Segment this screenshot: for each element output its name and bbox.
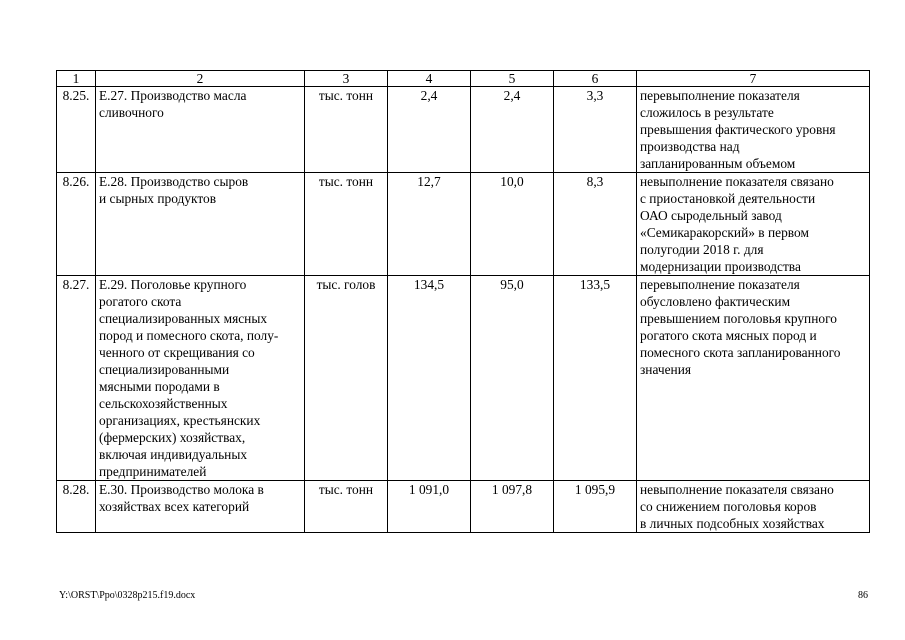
indicator-line: рогатого скота: [99, 294, 182, 309]
note-line: «Семикаракорский» в первом: [640, 225, 809, 240]
header-cell-7: 7: [637, 71, 870, 87]
indicator-line: ченного от скрещивания со: [99, 345, 255, 360]
note-line: превышением поголовья крупного: [640, 311, 837, 326]
unit-cell: тыс. тонн: [305, 173, 388, 276]
header-cell-4: 4: [388, 71, 471, 87]
note-line: модернизации производства: [640, 259, 801, 274]
note-cell: [637, 276, 870, 481]
indicator-cell: [96, 87, 305, 173]
header-cell-3: 3: [305, 71, 388, 87]
row-number: 8.26.: [57, 173, 96, 276]
note-line: значения: [640, 362, 692, 377]
indicator-line: сельскохозяйственных: [99, 396, 228, 411]
note-line: сложилось в результате: [640, 105, 774, 120]
indicator-line: Е.28. Производство сыров: [99, 174, 249, 189]
unit-cell: тыс. голов: [305, 276, 388, 481]
value-col5: 10,0: [471, 173, 554, 276]
note-line: превышения фактического уровня: [640, 122, 836, 137]
indicator-line: и сырных продуктов: [99, 191, 217, 206]
indicators-table: [56, 70, 870, 533]
indicator-cell: [96, 481, 305, 533]
indicator-line: предпринимателей: [99, 464, 207, 479]
indicator-line: организациях, крестьянских: [99, 413, 261, 428]
note-line: производства над: [640, 139, 740, 154]
indicator-line: хозяйствах всех категорий: [99, 499, 250, 514]
value-col6: 8,3: [554, 173, 637, 276]
table-row: [57, 276, 870, 481]
note-line: перевыполнение показателя: [640, 277, 800, 292]
note-line: обусловлено фактическим: [640, 294, 791, 309]
value-col4: 1 091,0: [388, 481, 471, 533]
table-row: [57, 173, 870, 276]
value-col4: 134,5: [388, 276, 471, 481]
header-cell-1: 1: [57, 71, 96, 87]
value-col6: 3,3: [554, 87, 637, 173]
note-line: со снижением поголовья коров: [640, 499, 817, 514]
header-cell-5: 5: [471, 71, 554, 87]
header-cell-2: 2: [96, 71, 305, 87]
row-number: 8.28.: [57, 481, 96, 533]
value-col4: 2,4: [388, 87, 471, 173]
note-cell: [637, 481, 870, 533]
value-col6: 1 095,9: [554, 481, 637, 533]
row-number: 8.27.: [57, 276, 96, 481]
indicator-line: специализированными: [99, 362, 230, 377]
header-row: [57, 71, 870, 87]
value-col5: 2,4: [471, 87, 554, 173]
table-row: [57, 87, 870, 173]
note-line: ОАО сыродельный завод: [640, 208, 782, 223]
note-line: полугодии 2018 г. для: [640, 242, 764, 257]
indicator-line: Е.29. Поголовье крупного: [99, 277, 247, 292]
table-row: [57, 481, 870, 533]
value-col5: 95,0: [471, 276, 554, 481]
note-cell: [637, 173, 870, 276]
indicator-line: Е.30. Производство молока в: [99, 482, 264, 497]
note-line: невыполнение показателя связано: [640, 174, 834, 189]
indicator-line: мясными породами в: [99, 379, 220, 394]
header-cell-6: 6: [554, 71, 637, 87]
page-number: 86: [858, 590, 868, 601]
footer-file-path: Y:\ORST\Ppo\0328p215.f19.docx: [59, 590, 196, 601]
indicator-line: сливочного: [99, 105, 164, 120]
value-col6: 133,5: [554, 276, 637, 481]
note-line: рогатого скота мясных пород и: [640, 328, 817, 343]
note-line: помесного скота запланированного: [640, 345, 841, 360]
note-line: перевыполнение показателя: [640, 88, 800, 103]
note-line: в личных подсобных хозяйствах: [640, 516, 825, 531]
value-col4: 12,7: [388, 173, 471, 276]
indicator-line: Е.27. Производство масла: [99, 88, 247, 103]
unit-cell: тыс. тонн: [305, 481, 388, 533]
row-number: 8.25.: [57, 87, 96, 173]
note-cell: [637, 87, 870, 173]
note-line: запланированным объемом: [640, 156, 796, 171]
note-line: невыполнение показателя связано: [640, 482, 834, 497]
indicator-cell: [96, 173, 305, 276]
indicator-line: (фермерских) хозяйствах,: [99, 430, 246, 445]
value-col5: 1 097,8: [471, 481, 554, 533]
indicator-line: специализированных мясных: [99, 311, 268, 326]
indicator-cell: [96, 276, 305, 481]
indicator-line: включая индивидуальных: [99, 447, 248, 462]
indicator-line: пород и помесного скота, полу-: [99, 328, 279, 343]
unit-cell: тыс. тонн: [305, 87, 388, 173]
note-line: с приостановкой деятельности: [640, 191, 816, 206]
